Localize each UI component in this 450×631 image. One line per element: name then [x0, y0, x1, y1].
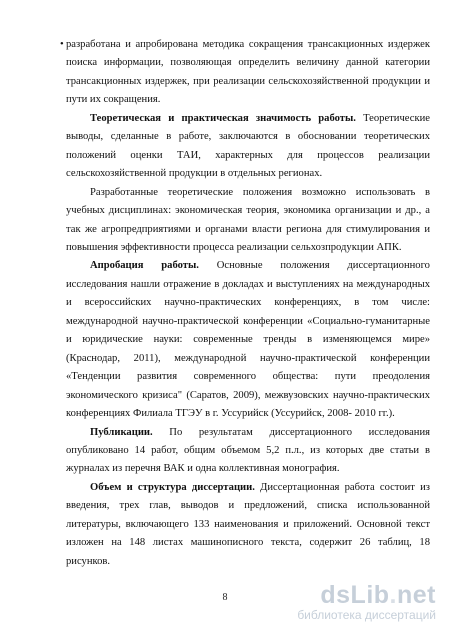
body-text: [60, 36, 430, 571]
structure-paragraph: [66, 479, 430, 571]
publications-text: По результатам диссертационного исследования опубликовано 14 работ, общим объемом 5,2 п.л., из которых две статьи в журналах из перечня ВАК и одна коллективная монография.: [66, 426, 430, 475]
publications-heading: Публикации.: [90, 426, 153, 438]
usage-paragraph: Разработанные теоретические положения возможно использовать в учебных дисциплинах: экономическая теория, экономика организации и др., а так же агропредприятиями и органами власти региона для стимулирования и повышения эффективности процесса реализации сельхозпродукции АПК.: [66, 186, 430, 253]
watermark-logo-tld: net: [397, 581, 436, 609]
approbation-text: Основные положения диссертационного исследования нашли отражение в докладах и выступлениях на международных и всероссийских научно-практических конференциях, в том числе: международной научно-практической конференции «Социально-гуманитарные и юридические науки: современные тренды в изменяющемся мире» (Краснодар, 2011), международной научно-практической конференции «Тенденции развития современного общества: пути преодоления экономического кризиса" (Саратов, 2009), межвузовских научно-практических конференциях Филиала ТГЭУ в г. Уссурийск (Уссурийск, 2008- 2010 гг.).: [66, 260, 430, 420]
watermark-subtitle: библиотека диссертаций: [297, 608, 436, 622]
significance-text: Теоретические выводы, сделанные в работе, заключаются в обосновании теоретических положений оценки ТАИ, характерных для процессов реализации сельскохозяйственной продукции в отдельных регионах.: [66, 112, 430, 180]
publications-paragraph: [66, 424, 430, 479]
watermark-logo-main: dsLib: [320, 581, 390, 609]
watermark-logo-dot: .: [389, 581, 397, 609]
bullet-marker: •: [60, 39, 64, 50]
watermark-logo: [297, 582, 436, 608]
significance-paragraph: [66, 110, 430, 184]
approbation-heading: Апробация работы.: [90, 260, 199, 272]
approbation-paragraph: [66, 257, 430, 423]
watermark: [297, 582, 436, 622]
significance-heading: Теоретическая и практическая значимость работы.: [90, 112, 356, 124]
bullet-paragraph: [60, 36, 430, 110]
bullet-text: разработана и апробирована методика сокращения трансакционных издержек поиска информации, позволяющая определить величину данной категории трансакционных издержек, при реализации сельскохозяйственной продукции и пути их сокращения.: [66, 39, 430, 106]
page-number: 8: [222, 592, 228, 603]
structure-heading: Объем и структура диссертации.: [90, 481, 255, 493]
structure-text: Диссертационная работа состоит из введения, трех глав, выводов и предложений, списка использованной литературы, включающего 133 наименования и приложений. Основной текст изложен на 148 листах машинописного текста, содержит 26 таблиц, 18 рисунков.: [66, 481, 430, 567]
